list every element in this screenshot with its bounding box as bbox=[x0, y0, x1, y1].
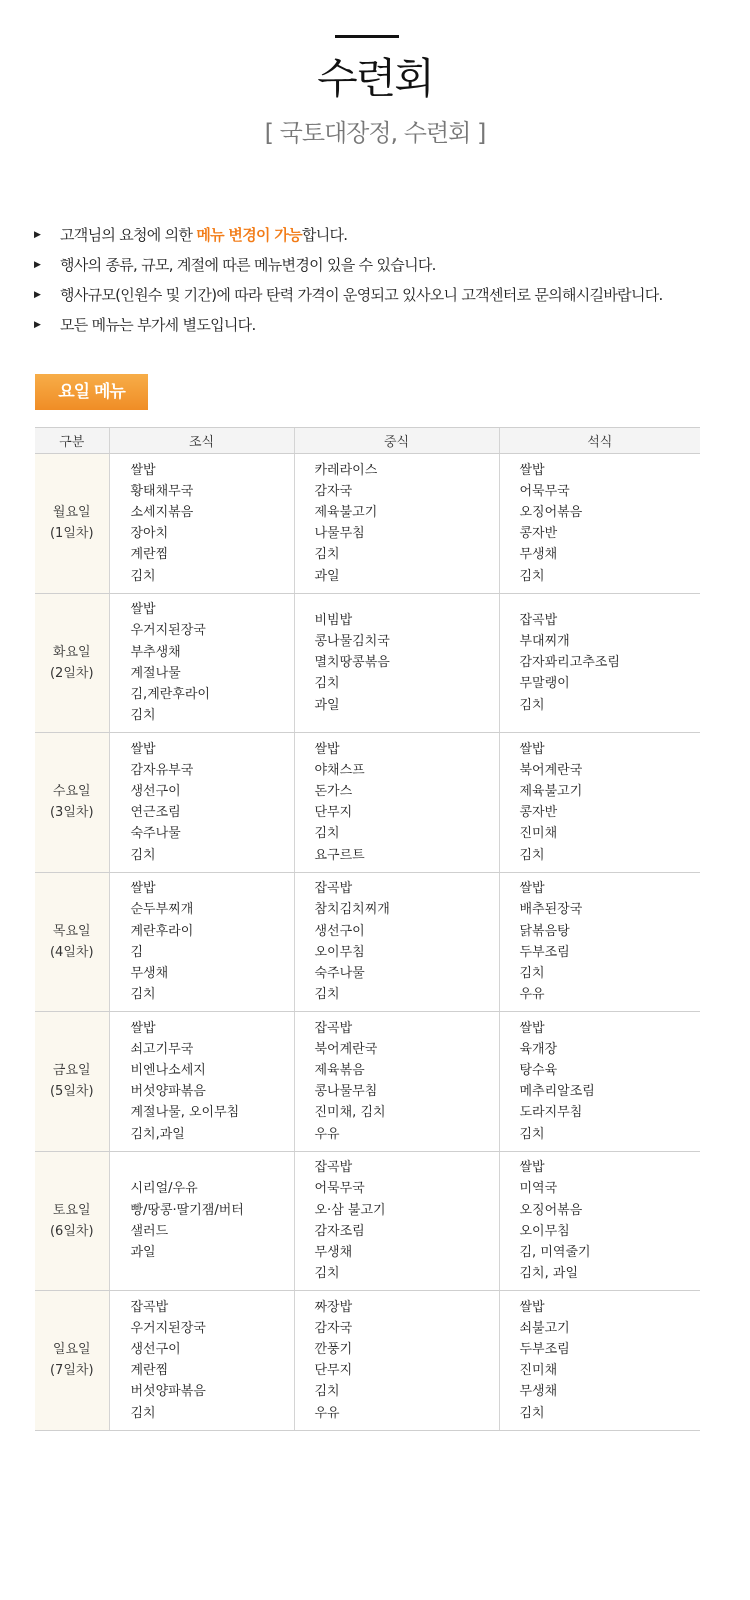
dinner-cell bbox=[499, 733, 700, 873]
dish-item: 계란찜 bbox=[130, 547, 169, 563]
dish-item: 쇠불고기 bbox=[519, 1320, 570, 1336]
dish-item: 단무지 bbox=[314, 1363, 353, 1379]
notice-item bbox=[34, 310, 734, 340]
dish-item: 부대찌개 bbox=[519, 633, 570, 649]
dinner-cell bbox=[499, 1151, 700, 1291]
dish-item: 김치 bbox=[130, 847, 156, 863]
dish-item: 김치 bbox=[519, 965, 545, 981]
dish-item: 김치 bbox=[314, 987, 340, 1003]
breakfast-dish-list bbox=[110, 1178, 294, 1263]
dish-item: 어묵무국 bbox=[314, 1181, 365, 1197]
dish-item: 쌀밥 bbox=[519, 881, 545, 897]
page-title: 수련회 bbox=[317, 54, 433, 103]
lunch-cell bbox=[294, 1291, 499, 1431]
dish-item: 잡곡밥 bbox=[314, 1160, 353, 1176]
dish-item: 감자조림 bbox=[314, 1223, 365, 1239]
dish-item: 순두부찌개 bbox=[130, 902, 194, 918]
breakfast-cell bbox=[109, 593, 294, 733]
dish-item: 김치 bbox=[314, 1384, 340, 1400]
breakfast-cell bbox=[109, 733, 294, 873]
dish-item: 시리얼/우유 bbox=[130, 1181, 198, 1197]
dish-item: 김치 bbox=[519, 1126, 545, 1142]
dish-item: 콩자반 bbox=[519, 526, 558, 542]
dish-item: 깐풍기 bbox=[314, 1342, 353, 1358]
dish-item: 김치 bbox=[130, 708, 156, 724]
dish-item: 생선구이 bbox=[130, 1342, 181, 1358]
dish-item: 감자국 bbox=[314, 483, 353, 499]
dish-item: 김치 bbox=[519, 568, 545, 584]
dish-item: 숙주나물 bbox=[314, 965, 365, 981]
breakfast-cell bbox=[109, 454, 294, 594]
dish-item: 육개장 bbox=[519, 1041, 558, 1057]
dish-item: 계절나물 bbox=[130, 665, 181, 681]
lunch-dish-list bbox=[295, 1157, 499, 1284]
dish-item: 돈가스 bbox=[314, 784, 353, 800]
lunch-dish-list bbox=[295, 610, 499, 716]
dish-item: 생선구이 bbox=[314, 923, 365, 939]
day-number: (6일차) bbox=[49, 1223, 94, 1239]
dish-item: 잡곡밥 bbox=[519, 612, 558, 628]
dish-item: 진미채, 김치 bbox=[314, 1105, 386, 1121]
notice-item bbox=[34, 280, 734, 310]
day-cell bbox=[35, 593, 109, 733]
breakfast-dish-list bbox=[110, 599, 294, 726]
dish-item: 쌀밥 bbox=[314, 741, 340, 757]
notice-text: 행사의 종류, 규모, 계절에 따른 메뉴변경이 있을 수 있습니다. bbox=[60, 256, 436, 274]
dish-item: 샐러드 bbox=[130, 1223, 169, 1239]
dish-item: 비엔나소세지 bbox=[130, 1063, 206, 1079]
notice-item bbox=[34, 250, 734, 280]
dish-item: 요구르트 bbox=[314, 847, 365, 863]
triangle-bullet-icon: ▶ bbox=[34, 320, 41, 330]
dish-item: 나물무침 bbox=[314, 526, 365, 542]
day-name: 일요일 bbox=[52, 1342, 91, 1358]
dish-item: 감자유부국 bbox=[130, 762, 194, 778]
day-number: (1일차) bbox=[49, 526, 94, 542]
dish-item: 오징어볶음 bbox=[519, 1202, 583, 1218]
lunch-cell bbox=[294, 454, 499, 594]
dish-item: 과일 bbox=[314, 697, 340, 713]
lunch-cell bbox=[294, 1151, 499, 1291]
dish-item: 배추된장국 bbox=[519, 902, 583, 918]
column-header-lunch: 중식 bbox=[294, 428, 499, 454]
dish-item: 빵/땅콩·딸기잼/버터 bbox=[130, 1202, 244, 1218]
dish-item: 쌀밥 bbox=[519, 462, 545, 478]
dinner-cell bbox=[499, 454, 700, 594]
dish-item: 메추리알조림 bbox=[519, 1084, 595, 1100]
column-header-dinner: 석식 bbox=[499, 428, 700, 454]
table-row bbox=[35, 593, 700, 733]
dish-item: 무생채 bbox=[519, 1384, 558, 1400]
day-number: (4일차) bbox=[49, 944, 94, 960]
notice-item bbox=[34, 220, 734, 250]
day-name: 토요일 bbox=[52, 1202, 91, 1218]
dinner-cell bbox=[499, 872, 700, 1012]
breakfast-dish-list bbox=[110, 1018, 294, 1145]
dish-item: 무생채 bbox=[314, 1244, 353, 1260]
dish-item: 소세지볶음 bbox=[130, 505, 194, 521]
day-cell bbox=[35, 1151, 109, 1291]
dish-item: 무말랭이 bbox=[519, 676, 570, 692]
dish-item: 김, 미역줄기 bbox=[519, 1244, 591, 1260]
dish-item: 오이무침 bbox=[314, 944, 365, 960]
day-cell bbox=[35, 872, 109, 1012]
dish-item: 단무지 bbox=[314, 805, 353, 821]
dish-item: 김치 bbox=[130, 568, 156, 584]
dish-item: 쇠고기무국 bbox=[130, 1041, 194, 1057]
dish-item: 우거지된장국 bbox=[130, 623, 206, 639]
dish-item: 김치 bbox=[130, 987, 156, 1003]
column-header-breakfast: 조식 bbox=[109, 428, 294, 454]
dish-item: 제육볶음 bbox=[314, 1063, 365, 1079]
lunch-dish-list bbox=[295, 1018, 499, 1145]
dish-item: 두부조림 bbox=[519, 944, 570, 960]
breakfast-cell bbox=[109, 1151, 294, 1291]
notice-text: 고객님의 요청에 의한 bbox=[60, 226, 197, 244]
dish-item: 연근조림 bbox=[130, 805, 181, 821]
notice-list bbox=[34, 220, 734, 340]
weekly-menu-table bbox=[35, 427, 700, 1431]
dinner-dish-list bbox=[500, 1018, 701, 1145]
dish-item: 계란찜 bbox=[130, 1363, 169, 1379]
dish-item: 김 bbox=[130, 944, 144, 960]
section-tag-weekly-menu: 요일 메뉴 bbox=[35, 374, 148, 410]
lunch-dish-list bbox=[295, 739, 499, 866]
notice-highlight: 메뉴 변경이 가능 bbox=[196, 226, 302, 244]
dish-item: 황태채무국 bbox=[130, 483, 194, 499]
notice-text: 행사규모(인원수 및 기간)에 따라 탄력 가격이 운영되고 있사오니 고객센터로 문의해시길바랍니다. bbox=[60, 286, 663, 304]
day-name: 월요일 bbox=[52, 505, 91, 521]
day-cell bbox=[35, 733, 109, 873]
breakfast-dish-list bbox=[110, 1297, 294, 1424]
dish-item: 콩자반 bbox=[519, 805, 558, 821]
notice-text-end: 합니다. bbox=[301, 226, 348, 244]
dish-item: 쌀밥 bbox=[130, 881, 156, 897]
dish-item: 우유 bbox=[314, 1405, 340, 1421]
dish-item: 어묵무국 bbox=[519, 483, 570, 499]
day-number: (5일차) bbox=[49, 1084, 94, 1100]
day-cell bbox=[35, 1291, 109, 1431]
dish-item: 쌀밥 bbox=[519, 1020, 545, 1036]
dish-item: 짜장밥 bbox=[314, 1299, 353, 1315]
dish-item: 북어계란국 bbox=[314, 1041, 378, 1057]
dish-item: 제육불고기 bbox=[314, 505, 378, 521]
dish-item: 감자꽈리고추조림 bbox=[519, 655, 620, 671]
dish-item: 김,계란후라이 bbox=[130, 686, 210, 702]
dish-item: 쌀밥 bbox=[130, 462, 156, 478]
dish-item: 김치 bbox=[314, 676, 340, 692]
dish-item: 생선구이 bbox=[130, 784, 181, 800]
breakfast-cell bbox=[109, 1012, 294, 1152]
dish-item: 우유 bbox=[519, 987, 545, 1003]
lunch-cell bbox=[294, 593, 499, 733]
dish-item: 김치 bbox=[314, 547, 340, 563]
dish-item: 우유 bbox=[314, 1126, 340, 1142]
lunch-dish-list bbox=[295, 878, 499, 1005]
dinner-dish-list bbox=[500, 460, 701, 587]
dinner-cell bbox=[499, 1291, 700, 1431]
dish-item: 쌀밥 bbox=[130, 1020, 156, 1036]
breakfast-dish-list bbox=[110, 878, 294, 1005]
title-divider bbox=[335, 35, 399, 38]
dish-item: 우거지된장국 bbox=[130, 1320, 206, 1336]
dish-item: 과일 bbox=[314, 568, 340, 584]
table-body bbox=[35, 454, 700, 1431]
dish-item: 장아치 bbox=[130, 526, 169, 542]
dish-item: 콩나물김치국 bbox=[314, 633, 390, 649]
dish-item: 과일 bbox=[130, 1244, 156, 1260]
dish-item: 오징어볶음 bbox=[519, 505, 583, 521]
triangle-bullet-icon: ▶ bbox=[34, 260, 41, 270]
table-header-row bbox=[35, 428, 700, 454]
table-row bbox=[35, 454, 700, 594]
dish-item: 참치김치찌개 bbox=[314, 902, 390, 918]
dinner-dish-list bbox=[500, 1297, 701, 1424]
dish-item: 쌀밥 bbox=[130, 602, 156, 618]
dish-item: 부추생채 bbox=[130, 644, 181, 660]
dish-item: 도라지무침 bbox=[519, 1105, 583, 1121]
dish-item: 두부조림 bbox=[519, 1342, 570, 1358]
dish-item: 감자국 bbox=[314, 1320, 353, 1336]
dish-item: 김치,과일 bbox=[130, 1126, 185, 1142]
dinner-cell bbox=[499, 1012, 700, 1152]
dish-item: 진미채 bbox=[519, 1363, 558, 1379]
dish-item: 버섯양파볶음 bbox=[130, 1084, 206, 1100]
dish-item: 김치 bbox=[519, 847, 545, 863]
dish-item: 김치 bbox=[519, 1405, 545, 1421]
dish-item: 김치 bbox=[314, 1266, 340, 1282]
dish-item: 잡곡밥 bbox=[130, 1299, 169, 1315]
lunch-cell bbox=[294, 1012, 499, 1152]
dinner-dish-list bbox=[500, 878, 701, 1005]
breakfast-cell bbox=[109, 872, 294, 1012]
day-name: 목요일 bbox=[52, 923, 91, 939]
dish-item: 김치, 과일 bbox=[519, 1266, 578, 1282]
day-name: 금요일 bbox=[52, 1063, 91, 1079]
dish-item: 진미채 bbox=[519, 826, 558, 842]
dish-item: 미역국 bbox=[519, 1181, 558, 1197]
dish-item: 김치 bbox=[519, 697, 545, 713]
triangle-bullet-icon: ▶ bbox=[34, 290, 41, 300]
lunch-dish-list bbox=[295, 1297, 499, 1424]
dish-item: 숙주나물 bbox=[130, 826, 181, 842]
day-name: 수요일 bbox=[52, 784, 91, 800]
dish-item: 비빔밥 bbox=[314, 612, 353, 628]
dish-item: 쌀밥 bbox=[130, 741, 156, 757]
table-row bbox=[35, 1291, 700, 1431]
dish-item: 닭볶음탕 bbox=[519, 923, 570, 939]
dish-item: 김치 bbox=[130, 1405, 156, 1421]
day-cell bbox=[35, 1012, 109, 1152]
day-number: (2일차) bbox=[49, 665, 94, 681]
page-subtitle: [ 국토대장정, 수련회 ] bbox=[264, 119, 486, 147]
lunch-cell bbox=[294, 872, 499, 1012]
dish-item: 멸치땅콩볶음 bbox=[314, 655, 390, 671]
table-row bbox=[35, 872, 700, 1012]
day-cell bbox=[35, 454, 109, 594]
dinner-dish-list bbox=[500, 1157, 701, 1284]
dish-item: 오·삼 불고기 bbox=[314, 1202, 386, 1218]
dish-item: 계란후라이 bbox=[130, 923, 194, 939]
dish-item: 쌀밥 bbox=[519, 1160, 545, 1176]
table-row bbox=[35, 733, 700, 873]
dish-item: 무생채 bbox=[519, 547, 558, 563]
notice-text: 모든 메뉴는 부가세 별도입니다. bbox=[60, 316, 256, 334]
dish-item: 버섯양파볶음 bbox=[130, 1384, 206, 1400]
dish-item: 쌀밥 bbox=[519, 741, 545, 757]
dish-item: 계절나물, 오이무침 bbox=[130, 1105, 240, 1121]
dish-item: 쌀밥 bbox=[519, 1299, 545, 1315]
dish-item: 카레라이스 bbox=[314, 462, 378, 478]
dinner-cell bbox=[499, 593, 700, 733]
dish-item: 북어계란국 bbox=[519, 762, 583, 778]
dinner-dish-list bbox=[500, 610, 701, 716]
dinner-dish-list bbox=[500, 739, 701, 866]
breakfast-cell bbox=[109, 1291, 294, 1431]
day-number: (7일차) bbox=[49, 1363, 94, 1379]
triangle-bullet-icon: ▶ bbox=[34, 230, 41, 240]
column-header-category: 구분 bbox=[35, 428, 109, 454]
dish-item: 잡곡밥 bbox=[314, 1020, 353, 1036]
table-row bbox=[35, 1151, 700, 1291]
dish-item: 탕수육 bbox=[519, 1063, 558, 1079]
dish-item: 콩나물무침 bbox=[314, 1084, 378, 1100]
dish-item: 김치 bbox=[314, 826, 340, 842]
day-number: (3일차) bbox=[49, 805, 94, 821]
breakfast-dish-list bbox=[110, 739, 294, 866]
dish-item: 제육불고기 bbox=[519, 784, 583, 800]
table-row bbox=[35, 1012, 700, 1152]
dish-item: 무생채 bbox=[130, 965, 169, 981]
dish-item: 잡곡밥 bbox=[314, 881, 353, 897]
day-name: 화요일 bbox=[52, 644, 91, 660]
dish-item: 야채스프 bbox=[314, 762, 365, 778]
dish-item: 오이무침 bbox=[519, 1223, 570, 1239]
lunch-cell bbox=[294, 733, 499, 873]
breakfast-dish-list bbox=[110, 460, 294, 587]
lunch-dish-list bbox=[295, 460, 499, 587]
